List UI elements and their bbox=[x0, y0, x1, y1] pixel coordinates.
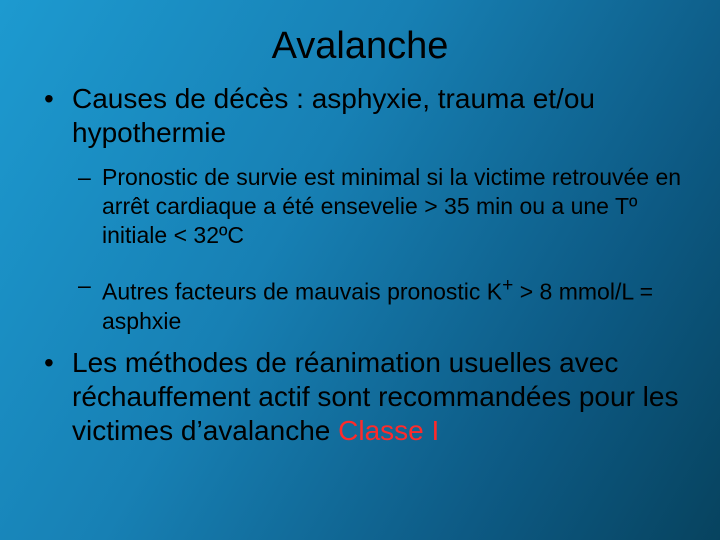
subbullet-text-after: > 8 mmol/L = asphxie bbox=[102, 278, 654, 334]
subbullet-superscript: + bbox=[502, 275, 514, 296]
bullet-marker: • bbox=[44, 83, 54, 114]
subbullet-marker: – bbox=[78, 164, 91, 190]
classe-badge: Classe I bbox=[338, 415, 440, 446]
subbullet-marker: – bbox=[78, 272, 91, 298]
bullet-methodes bbox=[44, 346, 684, 448]
bullet-causes bbox=[44, 82, 684, 150]
subbullet-text-before: Autres facteurs de mauvais pronostic K bbox=[102, 278, 503, 305]
bullet-marker: • bbox=[44, 347, 54, 378]
bullet-text: Les méthodes de réanimation usuelles avec réchauffement actif sont recommandées pour les victimes d’avalanche bbox=[72, 347, 679, 446]
bullet-text: Causes de décès : asphyxie, trauma et/ou hypothermie bbox=[72, 83, 595, 148]
slide-title: Avalanche bbox=[271, 25, 449, 67]
subbullet-survie bbox=[78, 163, 698, 250]
subbullet-facteurs bbox=[78, 271, 698, 336]
subbullet-text: Pronostic de survie est minimal si la victime retrouvée en arrêt cardiaque a été ensevelie > 35 min ou a une Tº initiale < 32ºC bbox=[102, 164, 682, 248]
